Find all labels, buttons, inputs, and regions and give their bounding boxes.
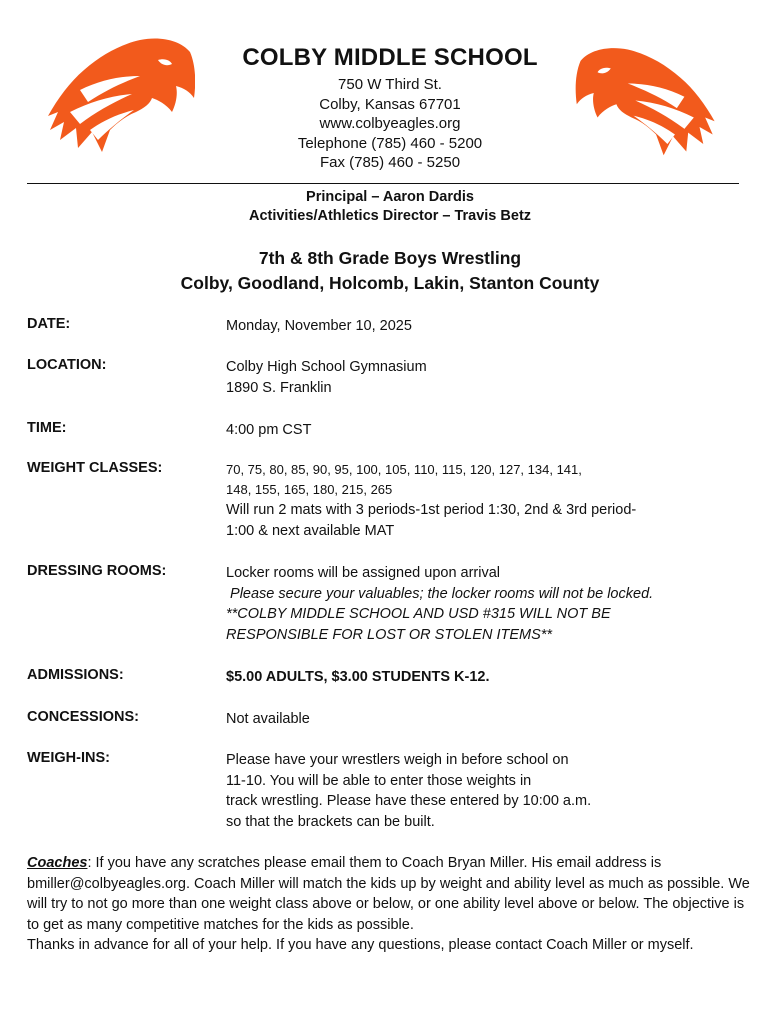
header-divider [27, 183, 739, 184]
weigh-ins-line: 11-10. You will be able to enter those weights in [226, 772, 532, 789]
eagle-head-icon [48, 39, 195, 153]
principal: Principal – Aaron Dardis [306, 189, 474, 205]
weight-classes-line: 148, 155, 165, 180, 215, 265 [226, 482, 393, 497]
eagle-head-icon [576, 48, 715, 155]
location-label: LOCATION: [27, 357, 107, 373]
time-value: 4:00 pm CST [226, 422, 312, 438]
athletics-director: Activities/Athletics Director – Travis Betz [248, 208, 532, 224]
mat-info-line: Will run 2 mats with 3 periods-1st period 1:30, 2nd & 3rd period- [226, 502, 637, 518]
valuables-notice: Please secure your valuables; the locker rooms will not be locked. [226, 585, 654, 602]
date-value: Monday, November 10, 2025 [226, 318, 412, 334]
liability-notice: RESPONSIBLE FOR LOST OR STOLEN ITEMS** [226, 626, 553, 643]
mat-info-line: 1:00 & next available MAT [226, 522, 395, 539]
dressing-rooms-line: Locker rooms will be assigned upon arrival [226, 565, 501, 581]
weight-classes-value [226, 460, 726, 541]
location-street: 1890 S. Franklin [226, 379, 332, 396]
dressing-rooms-label: DRESSING ROOMS: [27, 563, 167, 579]
staff-block [100, 188, 680, 226]
weight-classes-label: WEIGHT CLASSES: [27, 460, 163, 476]
school-name: COLBY MIDDLE SCHOOL [242, 44, 538, 71]
weight-classes-line: 70, 75, 80, 85, 90, 95, 100, 105, 110, 115, 120, 127, 134, 141, [226, 462, 582, 477]
admissions-label: ADMISSIONS: [27, 667, 124, 683]
dressing-rooms-value [226, 563, 726, 645]
admissions-value: $5.00 ADULTS, $3.00 STUDENTS K-12. [226, 669, 490, 685]
telephone: Telephone (785) 460 - 5200 [297, 134, 483, 152]
liability-notice: **COLBY MIDDLE SCHOOL AND USD #315 WILL NOT BE [226, 606, 611, 622]
fax: Fax (785) 460 - 5250 [319, 154, 461, 171]
location-venue: Colby High School Gymnasium [226, 359, 427, 375]
eagle-logo-left [40, 32, 195, 157]
coaches-label: Coaches [27, 855, 88, 871]
coaches-paragraph [27, 853, 757, 956]
weigh-ins-label: WEIGH-INS: [27, 750, 110, 766]
concessions-value: Not available [226, 711, 310, 727]
weigh-ins-line: so that the brackets can be built. [226, 813, 435, 830]
time-label: TIME: [27, 420, 67, 436]
event-title: 7th & 8th Grade Boys Wrestling [258, 248, 522, 268]
weigh-ins-line: Please have your wrestlers weigh in before school on [226, 752, 569, 768]
location-value [226, 357, 726, 398]
event-heading [80, 246, 700, 296]
weigh-ins-line: track wrestling. Please have these entered by 10:00 a.m. [226, 793, 592, 809]
city-state-zip: Colby, Kansas 67701 [319, 95, 461, 113]
event-teams: Colby, Goodland, Holcomb, Lakin, Stanton County [180, 273, 600, 293]
eagle-logo-right [575, 42, 723, 160]
weigh-ins-value [226, 750, 726, 832]
website-link[interactable]: www.colbyeagles.org [319, 115, 461, 132]
coaches-text: : If you have any scratches please email them to Coach Bryan Miller. His email address is bmiller@colbyeagles.org. Coach Miller will match the kids up by weight and ability level as much as possible. We will try to not go more than one weight class above or below, or one ability level above or below. The objective is to get as many competitive matches for the kids as possible. [27, 855, 750, 933]
thanks-text: Thanks in advance for all of your help. If you have any questions, please contact Coach Miller or myself. [27, 937, 694, 953]
street-address: 750 W Third St. [338, 76, 442, 93]
concessions-label: CONCESSIONS: [27, 709, 139, 725]
letterhead [200, 44, 580, 173]
date-label: DATE: [27, 316, 71, 332]
